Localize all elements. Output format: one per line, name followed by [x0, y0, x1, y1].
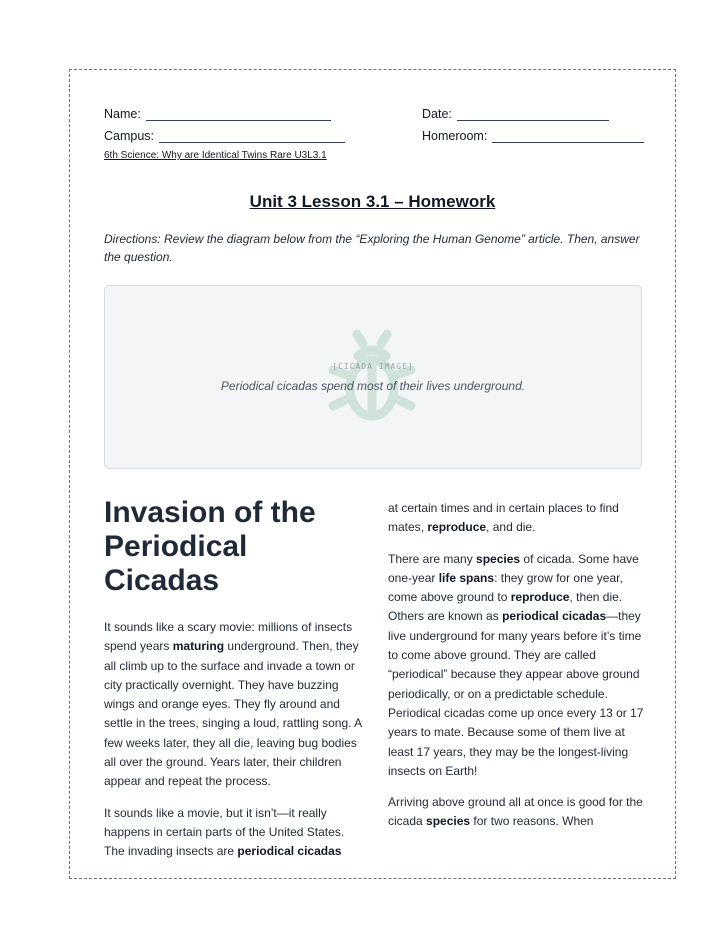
image-caption: Periodical cicadas spend most of their lives underground. — [220, 379, 526, 393]
right-paragraph-2: There are many species of cicada. Some have one-year life spans: they grow for one year, come above ground to reproduce, then die. Others are known as periodical cicadas—they live underground for many years before it’s time to come above ground. They are called “periodical” because they appear above ground periodically, or on a predictable schedule. Periodical cicadas come up once every 13 or 17 years to mate. Because some of them live at least 17 years, they may be the longest-living insects on Earth! — [388, 551, 644, 778]
homeroom-blank — [492, 128, 644, 143]
directions-text: Directions: Review the diagram below from the “Exploring the Human Genome” article. Then, answer the question. — [104, 232, 640, 264]
term-reproduce: reproduce — [510, 590, 570, 605]
date-field — [422, 106, 609, 121]
article-left-column — [104, 618, 362, 874]
term-maturing: maturing — [172, 639, 225, 654]
term-reproduce: reproduce — [427, 520, 487, 535]
right-paragraph-3: Arriving above ground all at once is good for the cicada species for two reasons. When — [388, 795, 643, 829]
image-tag: [CICADA IMAGE] — [332, 362, 414, 371]
name-field — [104, 106, 331, 121]
article-headline: Invasion of the Periodical Cicadas — [104, 496, 316, 597]
campus-field — [104, 128, 345, 143]
name-blank — [146, 106, 331, 121]
term-life-spans: life spans — [438, 570, 495, 585]
date-label: Date: — [422, 107, 452, 121]
date-blank — [457, 106, 609, 121]
left-paragraph-2: It sounds like a movie, but it isn’t—it really happens in certain parts of the United States. The invading insects are periodical cicadas — [104, 805, 345, 859]
page-title: Unit 3 Lesson 3.1 – Homework — [249, 192, 496, 211]
right-paragraph-1: at certain times and in certain places to find mates, reproduce, and die. — [388, 501, 619, 535]
homeroom-label: Homeroom: — [422, 129, 488, 143]
homeroom-field — [422, 128, 644, 143]
term-periodical-cicadas: periodical cicadas — [502, 609, 607, 624]
name-label: Name: — [104, 107, 141, 121]
bug-icon — [327, 326, 417, 426]
cicada-image-placeholder — [104, 285, 642, 469]
campus-label: Campus: — [104, 129, 155, 143]
article-right-column — [388, 499, 644, 844]
term-species: species — [426, 814, 471, 829]
worksheet-page — [69, 69, 676, 879]
left-paragraph-1: It sounds like a scary movie: millions of insects spend years maturing underground. Then, they all climb up to the surface and invade a town or city practically overnight. They have buzzing wings and orange eyes. They fly around and settle in the trees, singing a loud, rattling song. A few weeks later, they all die, leaving bug bodies all over the ground. Years later, their children appear and repeat the process. — [104, 620, 362, 789]
term-species: species — [476, 551, 521, 566]
campus-blank — [159, 128, 345, 143]
term-periodical-cicadas: periodical cicadas — [237, 844, 342, 859]
course-title: 6th Science: Why are Identical Twins Rare U3L3.1 — [104, 150, 327, 161]
